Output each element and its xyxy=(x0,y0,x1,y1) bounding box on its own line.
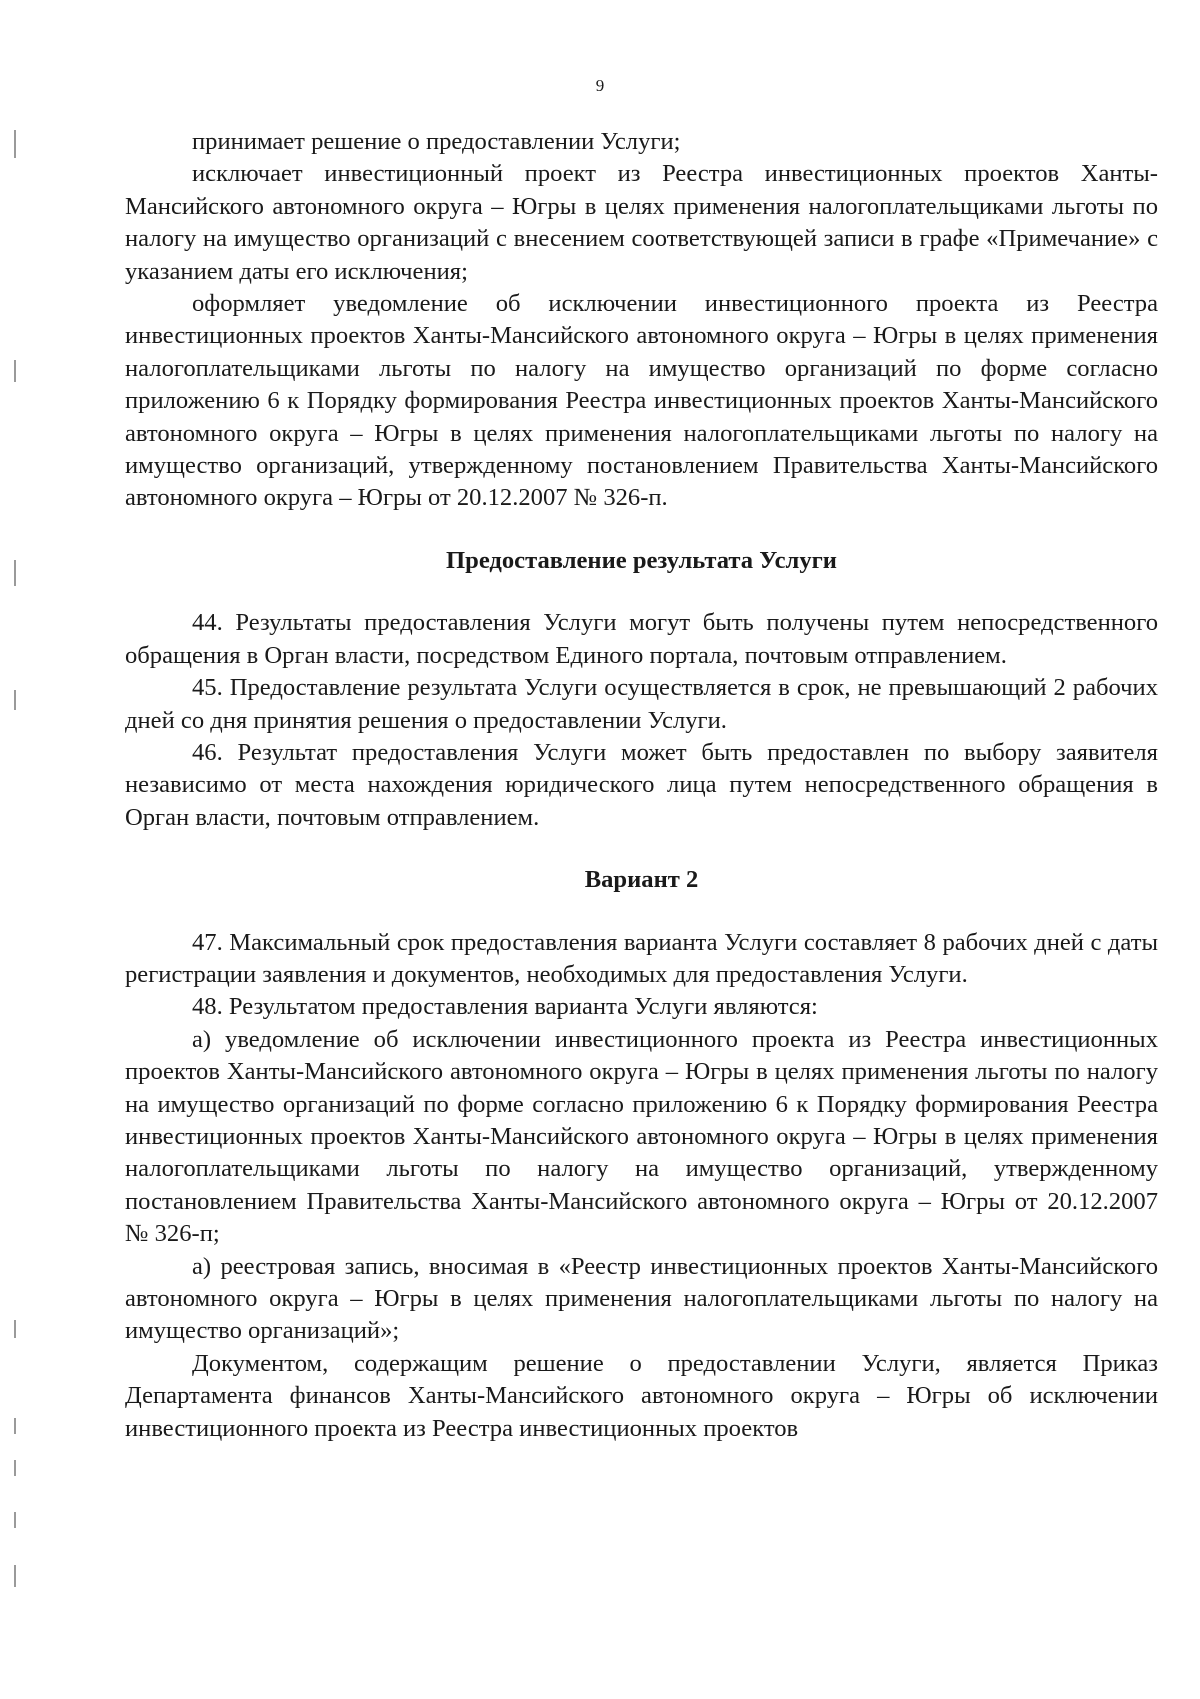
paragraph: оформляет уведомление об исключении инвестиционного проекта из Реестра инвестиционных проектов Ханты-Мансийского автономного округа – Югры в целях применения налогоплательщиками льготы по налогу на имущество организаций по форме согласно приложению 6 к Порядку формирования Реестра инвестиционных проектов Ханты-Мансийского автономного округа – Югры в целях применения налогоплательщиками льготы по налогу на имущество организаций, утвержденному постановлением Правительства Ханты-Мансийского автономного округа – Югры от 20.12.2007 № 326-п. xyxy=(125,290,1158,512)
list-item-a-notification: а) уведомление об исключении инвестиционного проекта из Реестра инвестиционных проектов Ханты-Мансийского автономного округа – Югры в целях применения льготы по налогу на имущество организаций по форме согласно приложению 6 к Порядку формирования Реестра инвестиционных проектов Ханты-Мансийского автономного округа – Югры в целях применения налогоплательщиками льготы по налогу на имущество организаций, утвержденному постановлением Правительства Ханты-Мансийского автономного округа – Югры от 20.12.2007 № 326-п; xyxy=(125,1025,1158,1248)
scan-margin-mark xyxy=(14,360,16,382)
page-number: 9 xyxy=(595,76,605,95)
paragraph-decision-document: Документом, содержащим решение о предоставлении Услуги, является Приказ Департамента финансов Ханты-Мансийского автономного округа – Югры об исключении инвестиционного проекта из Реестра инвестиционных проектов xyxy=(125,1349,1158,1442)
scan-margin-mark xyxy=(14,1565,16,1587)
paragraph-48: 48. Результатом предоставления варианта Услуги являются: xyxy=(192,993,818,1021)
paragraph-46: 46. Результат предоставления Услуги может быть предоставлен по выбору заявителя независимо от места нахождения юридического лица путем непосредственного обращения в Орган власти, почтовым отправлением. xyxy=(125,738,1158,831)
scan-margin-mark xyxy=(14,130,16,158)
scan-margin-mark xyxy=(14,1512,16,1528)
scan-margin-mark xyxy=(14,560,16,586)
paragraph-47: 47. Максимальный срок предоставления варианта Услуги составляет 8 рабочих дней с даты регистрации заявления и документов, необходимых для предоставления Услуги. xyxy=(125,928,1158,988)
section-heading-variant: Вариант 2 xyxy=(584,866,699,894)
document-body xyxy=(125,126,1158,1445)
scan-margin-mark xyxy=(14,1418,16,1434)
paragraph: исключает инвестиционный проект из Реестра инвестиционных проектов Ханты-Мансийского автономного округа – Югры в целях применения налогоплательщиками льготы по налогу на имущество организаций с внесением соответствующей записи в графе «Примечание» с указанием даты его исключения; xyxy=(125,160,1158,285)
paragraph: принимает решение о предоставлении Услуги; xyxy=(192,128,681,155)
paragraph-45: 45. Предоставление результата Услуги осуществляется в срок, не превышающий 2 рабочих дней со дня принятия решения о предоставлении Услуги. xyxy=(125,674,1158,734)
scan-margin-mark xyxy=(14,1460,16,1476)
section-heading-result: Предоставление результата Услуги xyxy=(446,546,837,574)
list-item-a-registry-entry: а) реестровая запись, вносимая в «Реестр инвестиционных проектов Ханты-Мансийского автономного округа – Югры в целях применения налогоплательщиками льготы по налогу на имущество организаций»; xyxy=(125,1252,1158,1345)
scan-margin-mark xyxy=(14,690,16,710)
paragraph-44: 44. Результаты предоставления Услуги могут быть получены путем непосредственного обращения в Орган власти, посредством Единого портала, почтовым отправлением. xyxy=(125,609,1158,669)
scan-margin-mark xyxy=(14,1320,16,1338)
